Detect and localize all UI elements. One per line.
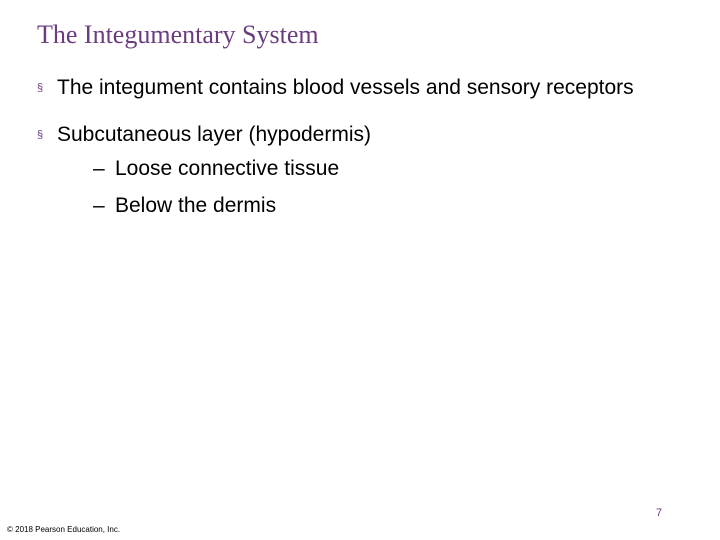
bullet-text: Subcutaneous layer (hypodermis) bbox=[57, 123, 371, 146]
copyright-text: © 2018 Pearson Education, Inc. bbox=[7, 525, 121, 534]
bullet-marker: § bbox=[37, 129, 44, 141]
bullet-text: The integument contains blood vessels and sensory receptors bbox=[57, 76, 634, 99]
sub-bullet-item bbox=[57, 155, 677, 183]
sub-bullet-item bbox=[57, 192, 677, 220]
bullet-item bbox=[37, 73, 677, 102]
sub-bullet-list bbox=[57, 155, 677, 220]
slide-body bbox=[37, 73, 677, 238]
sub-bullet-text: Below the dermis bbox=[115, 194, 277, 217]
dash-marker: – bbox=[93, 194, 105, 217]
bullet-item bbox=[37, 120, 677, 220]
bullet-marker: § bbox=[37, 82, 44, 94]
page-number: 7 bbox=[656, 507, 663, 519]
slide-title: The Integumentary System bbox=[37, 20, 319, 49]
sub-bullet-text: Loose connective tissue bbox=[115, 157, 340, 180]
dash-marker: – bbox=[93, 157, 105, 180]
